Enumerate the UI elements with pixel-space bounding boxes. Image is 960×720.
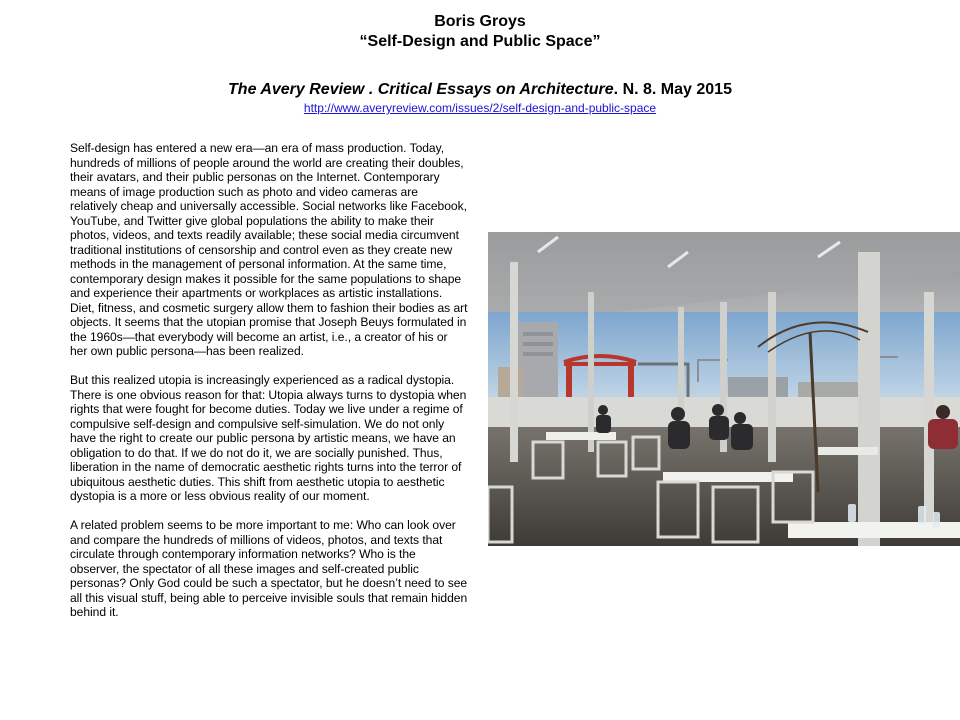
- column-large: [858, 252, 880, 546]
- paragraph-1: Self-design has entered a new era—an era of mass production. Today, hundreds of millions of people around the world are creating their doubles, their avatars, and their public personas on the Internet. Contemporary means of image production such as photo and video cameras are relatively cheap and universally accessible. Social networks like Facebook, YouTube, and Twitter give global populations the ability to make their photos, videos, and texts readily available; these social media circumvent traditional institutions of censorship and control even as they create new methods in the management of personal information. At the same time, contemporary design makes it possible for the same populations to shape and experience their apartments or workplaces as artistic installations. Diet, fitness, and cosmetic surgery allow them to fashion their bodies as art objects. It seems that the utopian promise that Joseph Beuys formulated in the 1960s—that everybody will become an artist, i.e., a creator of his or her own public persona—has been realized.: [70, 141, 468, 358]
- column: [510, 262, 518, 462]
- table: [546, 432, 616, 440]
- restaurant-interior-photo: [488, 232, 960, 546]
- essay-text: [70, 141, 468, 634]
- issue-info: . N. 8. May 2015: [613, 81, 732, 98]
- paragraph-2: But this realized utopia is increasingly experienced as a radical dystopia. There is one obvious reason for that: Utopia always turns to dystopia when rights that were fought for become duties. Today we live under a regime of compulsive self-design and compulsive self-simulation. We do not only have the right to create our public persona by artistic means, we have an obligation to do that. If we do not do it, we are socially punished. Thus, liberation in the name of democratic aesthetic rights turns into the terror of ubiquitous aesthetic duties. This shift from aesthetic utopia to aesthetic dystopia is a more or less obvious reality of our moment.: [70, 373, 467, 503]
- source-link[interactable]: http://www.averyreview.com/issues/2/self-design-and-public-space: [303, 101, 657, 115]
- essay-title: “Self-Design and Public Space”: [359, 33, 601, 50]
- paragraph-3: A related problem seems to be more important to me: Who can look over and compare the hundreds of millions of videos, photos, and texts that circulate through contemporary information networks? Who is the observer, the spectator of all these images and self-created public personas? Only God could be such a spectator, but he doesn’t need to see all this visual stuff, being able to perceive invisible souls that remain hidden behind it.: [70, 518, 468, 619]
- journal-name: The Avery Review: [228, 81, 365, 98]
- journal-subtitle: Critical Essays on Architecture: [377, 81, 614, 98]
- photo-illustration: [488, 232, 960, 546]
- author-name: Boris Groys: [434, 13, 526, 30]
- slide-header: [0, 12, 960, 52]
- url-line: [0, 101, 960, 115]
- citation-line: [0, 80, 960, 100]
- citation-separator: .: [364, 81, 378, 98]
